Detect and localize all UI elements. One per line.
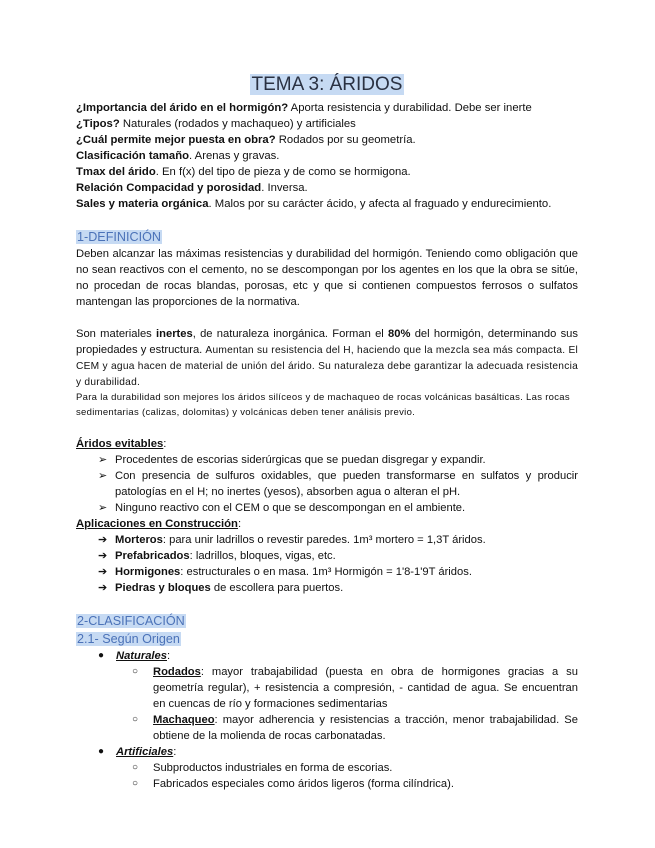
list-item: ○ Machaqueo: mayor adherencia y resistencias a tracción, menor trabajabilidad. Se obtiene de la molienda de rocas carbonatadas. — [132, 714, 578, 742]
arrow-icon: ➔ — [98, 534, 108, 546]
summary-line: Relación Compacidad y porosidad. Inversa. — [76, 182, 308, 194]
aplicaciones-list — [76, 532, 578, 596]
artificiales-sublist — [116, 760, 578, 792]
bullet-icon: ● — [98, 746, 105, 757]
evitables-list — [76, 452, 578, 516]
summary-line: Clasificación tamaño. Arenas y gravas. — [76, 150, 280, 162]
materials-paragraph: Son materiales inertes, de naturaleza inorgánica. Forman el 80% del hormigón, determinando sus propiedades y estructura. Aumentan su resistencia del H, haciendo que la mezcla sea más compacta. El CEM y agua hacen de material de unión del árido. Su naturaleza debe garantizar la adecuada resistencia y durabilidad. — [76, 328, 578, 388]
section-heading-clasificacion: 2-CLASIFICACIÓN — [77, 614, 185, 628]
naturales-sublist — [116, 664, 578, 744]
circle-bullet-icon: ○ — [132, 762, 139, 773]
list-item: ➔ Piedras y bloques de escollera para puertos. — [98, 582, 344, 594]
list-item: ● Naturales: ○ Rodados: mayor trabajabilidad (puesta en obra de hormigones gracias a su geometría regular), + resistencia a compresión, - cantidad de agua. Se encuentran en cuencas de río y formaciones sedimentarias ○ Machaqueo: mayor adherencia y resistencias a tracción, menor trabajabilidad. Se obtiene de la molienda de rocas carbonatadas. — [76, 648, 578, 744]
document-page — [76, 74, 578, 792]
materials-small-text: Aumentan su resistencia del H, haciendo que la mezcla sea más compacta. El CEM y agua hacen de material de unión del árido. Su naturaleza debe garantizar la adecuada resistencia y durabilidad. — [76, 345, 578, 388]
list-item: ➢ Con presencia de sulfuros oxidables, que pueden transformarse en sulfatos y producir patologías en el H; no inertes (yesos), absorben agua o alteran el pH. — [98, 470, 578, 498]
list-item: ➢ Ninguno reactivo con el CEM o que se descompongan en el ambiente. — [98, 502, 466, 514]
origen-list — [76, 648, 578, 792]
arrow-icon: ➔ — [98, 550, 108, 562]
circle-bullet-icon: ○ — [132, 714, 139, 725]
summary-block — [76, 100, 578, 212]
circle-bullet-icon: ○ — [132, 666, 139, 677]
list-item: ➔ Hormigones: estructurales o en masa. 1m³ Hormigón = 1'8-1'9T áridos. — [98, 566, 472, 578]
arrow-icon: ➔ — [98, 582, 108, 594]
list-item: ○ Rodados: mayor trabajabilidad (puesta en obra de hormigones gracias a su geometría regular), + resistencia a compresión, - cantidad de agua. Se encuentran en cuencas de río y formaciones sedimentarias — [132, 666, 578, 710]
summary-line: ¿Tipos? Naturales (rodados y machaqueo) y artificiales — [76, 118, 356, 130]
aplicaciones-title: Aplicaciones en Construcción: — [76, 518, 242, 530]
durability-paragraph: Para la durabilidad son mejores los áridos silíceos y de machaqueo de rocas volcánicas basálticas. Las rocas sedimentarias (calizas, dolomitas) y volcánicas deben tener análisis previo. — [76, 392, 570, 418]
subsection-heading-origen: 2.1- Según Origen — [77, 632, 180, 646]
list-item: ● Artificiales: ○ Subproductos industriales en forma de escorias. ○ Fabricados especiales como áridos ligeros (forma cilíndrica). — [76, 744, 578, 792]
bullet-icon: ● — [98, 650, 105, 661]
list-item: ○ Subproductos industriales en forma de escorias. — [132, 762, 393, 774]
arrowhead-icon: ➢ — [98, 470, 108, 482]
summary-line: ¿Cuál permite mejor puesta en obra? Rodados por su geometría. — [76, 134, 416, 146]
arrowhead-icon: ➢ — [98, 502, 108, 514]
list-item: ○ Fabricados especiales como áridos ligeros (forma cilíndrica). — [132, 778, 454, 790]
list-item: ➔ Prefabricados: ladrillos, bloques, vigas, etc. — [98, 550, 336, 562]
document-title: TEMA 3: ÁRIDOS — [251, 74, 403, 95]
circle-bullet-icon: ○ — [132, 778, 139, 789]
list-item: ➔ Morteros: para unir ladrillos o revestir paredes. 1m³ mortero = 1,3T áridos. — [98, 534, 486, 546]
summary-line: Sales y materia orgánica. Malos por su carácter ácido, y afecta al fraguado y endurecimiento. — [76, 198, 552, 210]
arrowhead-icon: ➢ — [98, 454, 108, 466]
summary-line: Tmax del árido. En f(x) del tipo de pieza y de como se hormigona. — [76, 166, 411, 178]
list-item: ➢ Procedentes de escorias siderúrgicas que se puedan disgregar y expandir. — [98, 454, 486, 466]
definition-paragraph: Deben alcanzar las máximas resistencias y durabilidad del hormigón. Teniendo como obligación que no sean reactivos con el cemento, no se descompongan por los agentes en los que la obra se sitúe, no procedan de rocas blandas, porosas, etc y que si contienen compuestos ferrosos o sulfatos mantengan las proporciones de la normativa. — [76, 248, 578, 308]
section-heading-definicion: 1-DEFINICIÓN — [77, 230, 161, 244]
evitables-title: Áridos evitables: — [76, 438, 167, 450]
summary-line: ¿Importancia del árido en el hormigón? Aporta resistencia y durabilidad. Debe ser inerte — [76, 102, 532, 114]
arrow-icon: ➔ — [98, 566, 108, 578]
